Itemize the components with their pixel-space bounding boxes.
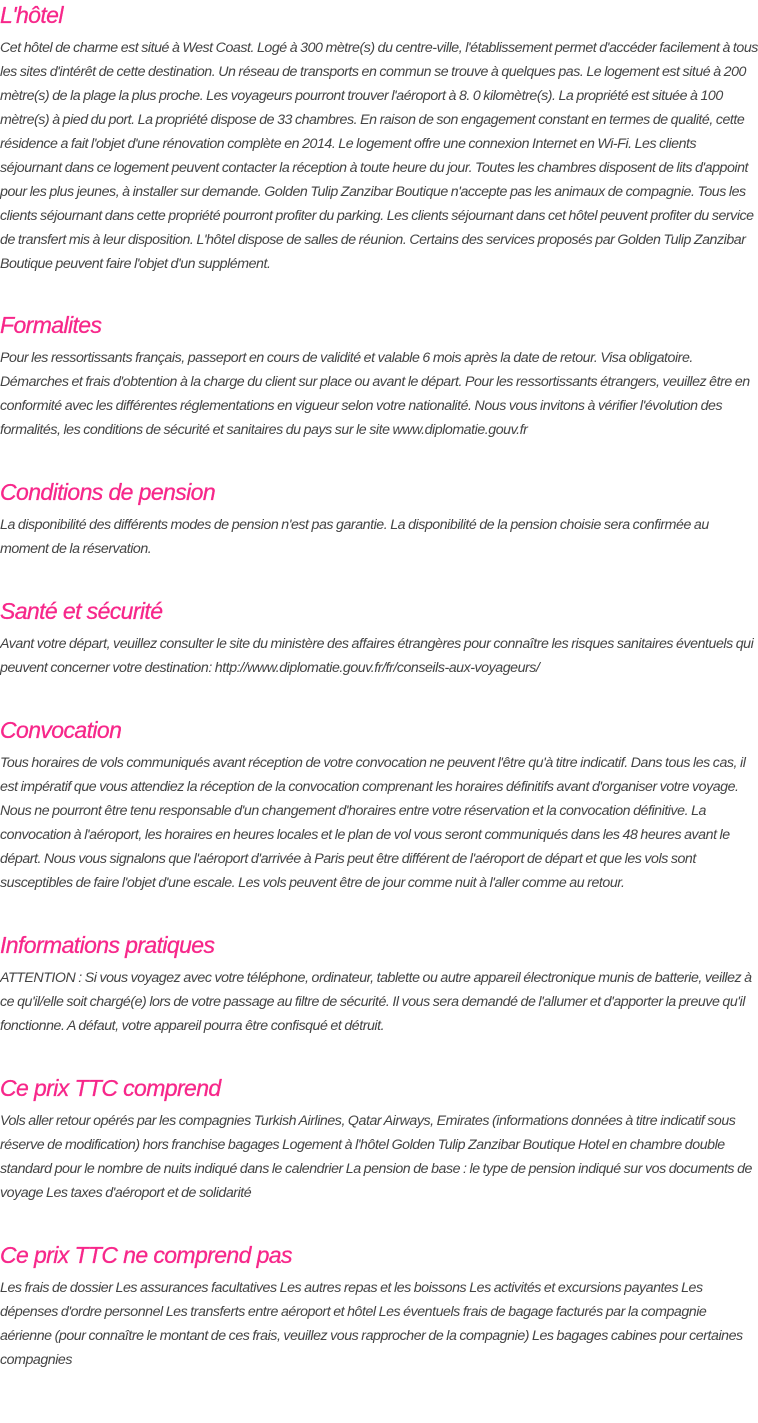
section-formalites <box>0 276 758 442</box>
section-prix-ne-comprend-pas <box>0 1205 758 1372</box>
section-title: L'hôtel <box>0 2 63 28</box>
section-title: Conditions de pension <box>0 479 216 505</box>
section-informations-pratiques <box>0 895 758 1038</box>
section-body: La disponibilité des différents modes de pension n'est pas garantie. La disponibilité de la pension choisie sera confirmée au moment de la réservation. <box>0 517 709 557</box>
section-title: Ce prix TTC ne comprend pas <box>0 1242 292 1268</box>
section-body: Pour les ressortissants français, passeport en cours de validité et valable 6 mois après la date de retour. Visa obligatoire. Démarches et frais d'obtention à la charge du client sur place ou avant le départ. Pour les ressortissants étrangers, veuillez être en conformité avec les différentes réglementations en vigueur selon votre nationalité. Nous vous invitons à vérifier l'évolution des formalités, les conditions de sécurité et sanitaires du pays sur le site www.diplomatie.gouv.fr <box>0 350 750 438</box>
section-body: Avant votre départ, veuillez consulter le site du ministère des affaires étrangères pour connaître les risques sanitaires éventuels qui peuvent concerner votre destination: http://www.diplomatie.gouv.fr/fr/conseils-aux-voyageurs/ <box>0 636 754 676</box>
section-body: ATTENTION : Si vous voyagez avec votre téléphone, ordinateur, tablette ou autre appareil électronique munis de batterie, veillez à ce qu'il/elle soit chargé(e) lors de votre passage au filtre de sécurité. Il vous sera demandé de l'allumer et d'apporter la preuve qu'il fonctionne. A défaut, votre appareil pourra être confisqué et détruit. <box>0 970 752 1034</box>
section-title: Ce prix TTC comprend <box>0 1075 221 1101</box>
section-body: Cet hôtel de charme est situé à West Coast. Logé à 300 mètre(s) du centre-ville, l'établissement permet d'accéder facilement à tous les sites d'intérêt de cette destination. Un réseau de transports en commun se trouve à quelques pas. Le logement est situé à 200 mètre(s) de la plage la plus proche. Les voyageurs pourront trouver l'aéroport à 8. 0 kilomètre(s). La propriété est située à 100 mètre(s) à pied du port. La propriété dispose de 33 chambres. En raison de son engagement constant en termes de qualité, cette résidence a fait l'objet d'une rénovation complète en 2014. Le logement offre une connexion Internet en Wi-Fi. Les clients séjournant dans ce logement peuvent contacter la réception à toute heure du jour. Toutes les chambres disposent de lits d'appoint pour les plus jeunes, à installer sur demande. Golden Tulip Zanzibar Boutique n'accepte pas les animaux de compagnie. Tous les clients séjournant dans cette propriété pourront profiter du parking. Les clients séjournant dans cet hôtel peuvent profiter du service de transfert mis à leur disposition. L'hôtel dispose de salles de réunion. Certains des services proposés par Golden Tulip Zanzibar Boutique peuvent faire l'objet d'un supplément. <box>0 40 758 272</box>
section-title: Informations pratiques <box>0 932 215 958</box>
section-convocation <box>0 680 758 895</box>
section-hotel <box>0 0 758 276</box>
section-body: Les frais de dossier Les assurances facultatives Les autres repas et les boissons Les activités et excursions payantes Les dépenses d'ordre personnel Les transferts entre aéroport et hôtel Les éventuels frais de bagage facturés par la compagnie aérienne (pour connaître le montant de ces frais, veuillez vous rapprocher de la compagnie) Les bagages cabines pour certaines compagnies <box>0 1280 743 1368</box>
section-body: Vols aller retour opérés par les compagnies Turkish Airlines, Qatar Airways, Emirates (informations données à titre indicatif sous réserve de modification) hors franchise bagages Logement à l'hôtel Golden Tulip Zanzibar Boutique Hotel en chambre double standard pour le nombre de nuits indiqué dans le calendrier La pension de base : le type de pension indiqué sur vos documents de voyage Les taxes d'aéroport et de solidarité <box>0 1113 752 1201</box>
section-title: Formalites <box>0 312 102 338</box>
section-conditions-de-pension <box>0 442 758 561</box>
section-prix-comprend <box>0 1038 758 1205</box>
section-sante-et-securite <box>0 561 758 680</box>
section-title: Santé et sécurité <box>0 598 163 624</box>
section-title: Convocation <box>0 717 122 743</box>
section-body: Tous horaires de vols communiqués avant réception de votre convocation ne peuvent l'être qu'à titre indicatif. Dans tous les cas, il est impératif que vous attendiez la réception de la convocation comprenant les horaires définitifs avant d'organiser votre voyage. Nous ne pourront être tenu responsable d'un changement d'horaires entre votre réservation et la convocation définitive. La convocation à l'aéroport, les horaires en heures locales et le plan de vol vous seront communiqués dans les 48 heures avant le départ. Nous vous signalons que l'aéroport d'arrivée à Paris peut être différent de l'aéroport de départ et que les vols sont susceptibles de faire l'objet d'une escale. Les vols peuvent être de jour comme nuit à l'aller comme au retour. <box>0 755 746 891</box>
